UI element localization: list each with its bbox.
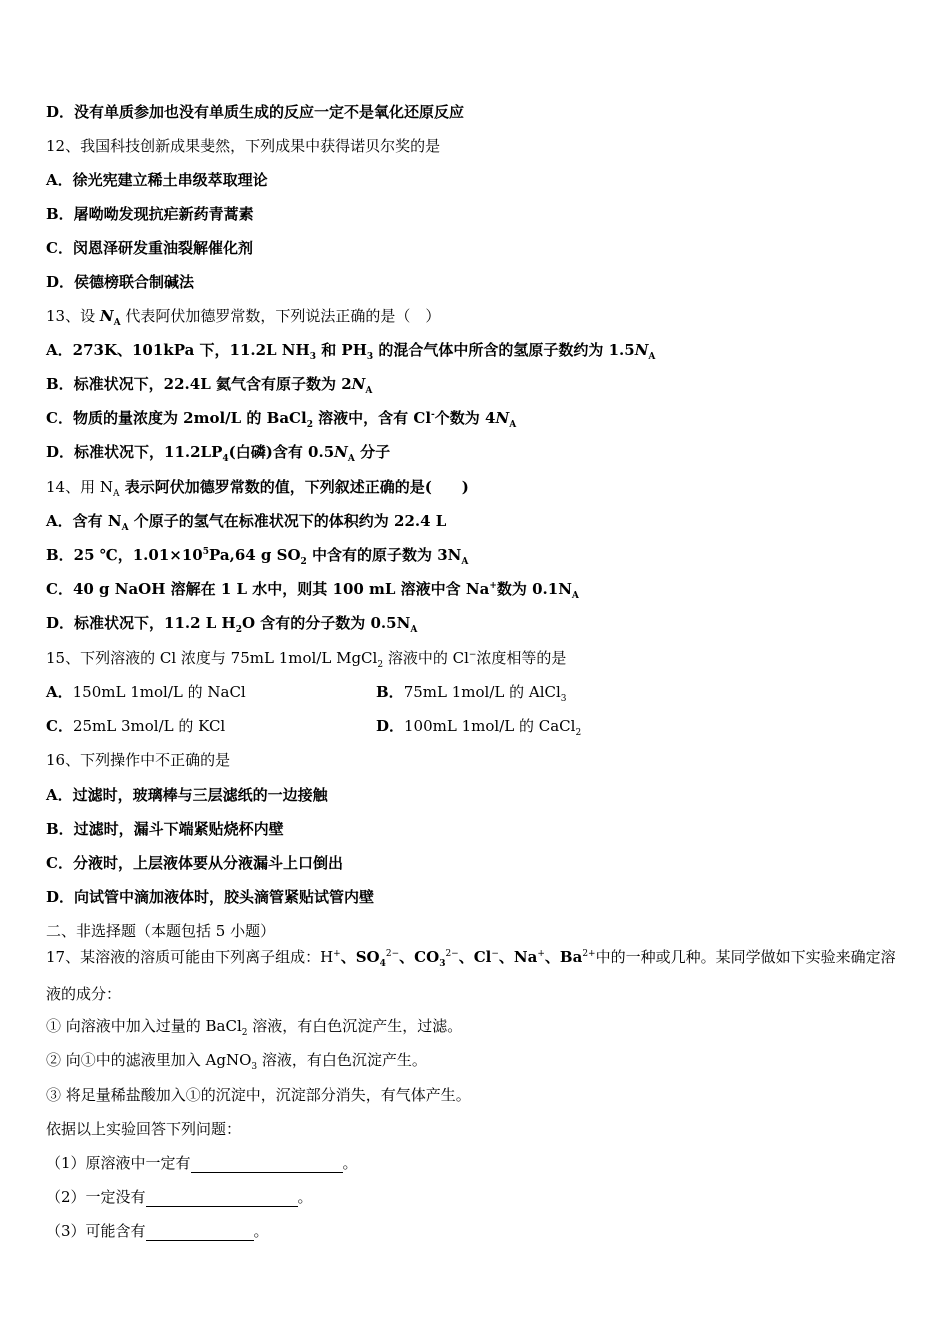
q14-option-c-part: C．40 g NaOH 溶解在 1 L 水中，则其 100 mL 溶液中含 Na <box>46 580 490 598</box>
q15-stem-part: 浓度相等的是 <box>476 649 567 667</box>
q17-stem-part: 17、某溶液的溶质可能由下列离子组成：H <box>46 948 334 966</box>
q17-step-3 <box>46 1085 910 1105</box>
q17-stem-part: 、Na <box>498 948 538 966</box>
q16-option-c <box>46 853 910 873</box>
q12-stem <box>46 136 910 156</box>
q17-step-1-part: 溶液，有白色沉淀产生，过滤。 <box>247 1017 463 1035</box>
q12-stem-text: 12、我国科技创新成果斐然，下列成果中获得诺贝尔奖的是 <box>46 137 441 155</box>
q16-option-b-text: B．过滤时，漏斗下端紧贴烧杯内壁 <box>46 820 284 838</box>
q13-option-c <box>46 408 910 428</box>
q17-answer-3-end: 。 <box>253 1222 269 1240</box>
subscript-a: A <box>112 489 120 499</box>
q17-stem-part: 中的一种或几种。某同学做如下实验来确定溶 <box>595 948 896 966</box>
q13-option-c-part: C．物质的量浓度为 2mol/L 的 BaCl <box>46 409 307 427</box>
subscript-a: A <box>461 557 469 567</box>
q14-option-c-part: 数为 0.1N <box>496 580 572 598</box>
answer-blank-3[interactable] <box>146 1224 254 1241</box>
q17-answer-1-label: （1）原溶液中一定有 <box>46 1154 191 1172</box>
q13-option-c-part: 溶液中，含有 Cl <box>312 409 432 427</box>
section-heading <box>46 921 910 941</box>
q14-option-d-part: O 含有的分子数为 0.5N <box>241 614 411 632</box>
q12-option-c-text: C．闵恩泽研发重油裂解催化剂 <box>46 239 253 257</box>
q13-stem-part: 代表阿伏加德罗常数，下列说法正确的是（ ） <box>120 307 441 325</box>
q13-option-d-part: (白磷)含有 0.5 <box>228 443 335 461</box>
q13-option-b <box>46 374 910 394</box>
q12-option-b <box>46 204 910 224</box>
q11-option-d <box>46 102 910 122</box>
subscript-a: A <box>509 420 517 430</box>
superscript: 2+ <box>582 949 596 959</box>
q14-stem-part: 14、用 N <box>46 478 113 496</box>
superscript: 5 <box>202 547 209 557</box>
q17-step-1 <box>46 1016 910 1036</box>
q14-option-b-part: 中含有的原子数为 3N <box>306 546 462 564</box>
q17-stem-cont <box>46 984 910 1004</box>
q14-option-b <box>46 545 910 565</box>
section-heading-text: 二、非选择题（本题包括 5 小题） <box>46 922 276 940</box>
subscript-a: A <box>410 625 418 635</box>
q17-answer-2-end: 。 <box>297 1188 313 1206</box>
q15-option-c-label: C． <box>46 717 73 735</box>
q15-option-c-text: 25mL 3mol/L 的 KCl <box>72 717 226 735</box>
q17-stem-part: 、CO <box>399 948 440 966</box>
superscript: + <box>333 949 341 959</box>
subscript: 2 <box>306 420 313 430</box>
q17-step-2 <box>46 1050 910 1070</box>
q14-option-a <box>46 511 910 531</box>
q15-stem-part: 溶液中的 Cl <box>383 649 469 667</box>
q12-option-a-text: A．徐光宪建立稀土串级萃取理论 <box>46 171 268 189</box>
q16-option-d <box>46 887 910 907</box>
superscript: − <box>491 949 499 959</box>
answer-blank-2[interactable] <box>146 1190 298 1207</box>
q14-stem <box>46 477 910 497</box>
q17-answer-1-end: 。 <box>342 1154 358 1172</box>
q17-stem-part: 、Cl <box>458 948 492 966</box>
subscript: 2 <box>235 625 242 635</box>
q12-option-b-text: B．屠呦呦发现抗疟新药青蒿素 <box>46 205 254 223</box>
subscript: 3 <box>251 1062 258 1072</box>
q17-answer-2 <box>46 1187 910 1207</box>
q16-option-d-text: D．向试管中滴加液体时，胶头滴管紧贴试管内壁 <box>46 888 375 906</box>
q13-option-a-part: A．273K、101kPa 下，11.2L NH <box>46 341 310 359</box>
q13-option-a-part: 的混合气体中所含的氢原子数约为 1.5 <box>373 341 635 359</box>
subscript-a: A <box>648 352 656 362</box>
symbol-n: N <box>334 443 348 461</box>
subscript-a: A <box>571 591 579 601</box>
q16-option-c-text: C．分液时，上层液体要从分液漏斗上口倒出 <box>46 854 343 872</box>
q15-option-a-text: 150mL 1mol/L 的 NaCl <box>72 683 246 701</box>
q16-option-b <box>46 819 910 839</box>
q15-option-d-label: D． <box>376 717 405 735</box>
q16-option-a-text: A．过滤时，玻璃棒与三层滤纸的一边接触 <box>46 786 328 804</box>
subscript: 3 <box>366 352 374 362</box>
subscript: 2 <box>241 1028 248 1038</box>
q16-stem <box>46 750 910 770</box>
q13-option-a-part: 和 PH <box>315 341 367 359</box>
superscript: - <box>431 410 435 420</box>
q17-stem-part: 、Ba <box>544 948 583 966</box>
q14-option-a-part: A．含有 N <box>46 512 122 530</box>
answer-blank-1[interactable] <box>191 1156 343 1173</box>
q17-intro <box>46 1119 910 1139</box>
q17-intro-text: 依据以上实验回答下列问题： <box>46 1120 242 1138</box>
q13-stem <box>46 306 910 326</box>
subscript-a: A <box>347 454 355 464</box>
q17-answer-2-label: （2）一定没有 <box>46 1188 146 1206</box>
q13-option-d-part: D．标准状况下，11.2LP <box>46 443 223 461</box>
q16-option-a <box>46 785 910 805</box>
subscript: 2 <box>575 728 582 738</box>
superscript: + <box>489 581 497 591</box>
q14-option-a-part: 个原子的氢气在标准状况下的体积约为 22.4 L <box>128 512 447 530</box>
superscript: − <box>468 650 477 660</box>
q14-option-d-part: D．标准状况下，11.2 L H <box>46 614 236 632</box>
q13-symbol-n: N <box>99 307 114 325</box>
subscript-a: A <box>121 523 129 533</box>
q11-option-d-text: D．没有单质参加也没有单质生成的反应一定不是氧化还原反应 <box>46 103 465 121</box>
subscript-a: A <box>365 386 373 396</box>
subscript: 2 <box>300 557 307 567</box>
q15-options-row-2 <box>46 716 910 736</box>
q12-option-d-text: D．侯德榜联合制碱法 <box>46 273 195 291</box>
symbol-n: N <box>634 341 649 359</box>
q17-step-1-part: ① 向溶液中加入过量的 BaCl <box>46 1017 242 1035</box>
subscript: 3 <box>439 959 446 969</box>
superscript: + <box>537 949 545 959</box>
q14-option-c <box>46 579 910 599</box>
q13-option-d-part: 分子 <box>354 443 391 461</box>
q17-answer-1 <box>46 1153 910 1173</box>
q15-option-d <box>376 716 581 736</box>
symbol-n: N <box>495 409 510 427</box>
q14-stem-part: 表示阿伏加德罗常数的值，下列叙述正确的是( ) <box>119 478 469 496</box>
q17-stem-part: 、SO <box>340 948 380 966</box>
subscript: 3 <box>309 352 316 362</box>
q16-stem-text: 16、下列操作中不正确的是 <box>46 751 231 769</box>
subscript: 2 <box>377 660 384 670</box>
q17-step-2-part: 溶液，有白色沉淀产生。 <box>257 1051 427 1069</box>
q13-subscript-a: A <box>113 318 121 328</box>
q17-stem <box>46 947 910 967</box>
q12-option-d <box>46 272 910 292</box>
q13-option-d <box>46 442 910 462</box>
q15-option-a-label: A． <box>46 683 73 701</box>
q15-option-d-text: 100mL 1mol/L 的 CaCl <box>404 717 576 735</box>
q14-option-b-part: Pa,64 g SO <box>209 546 301 564</box>
q13-option-c-part: 个数为 4 <box>434 409 496 427</box>
q13-option-a <box>46 340 910 360</box>
superscript: 2− <box>445 949 459 959</box>
q15-option-b-text: 75mL 1mol/L 的 AlCl <box>403 683 561 701</box>
q12-option-a <box>46 170 910 190</box>
superscript: 2− <box>385 949 400 959</box>
q17-step-2-part: ② 向①中的滤液里加入 AgNO <box>46 1051 252 1069</box>
subscript: 4 <box>222 454 229 464</box>
q17-answer-3 <box>46 1221 910 1241</box>
q15-stem <box>46 648 910 668</box>
subscript: 4 <box>379 959 386 969</box>
q17-stem-cont-text: 液的成分： <box>46 985 122 1003</box>
q17-step-3-text: ③ 将足量稀盐酸加入①的沉淀中，沉淀部分消失，有气体产生。 <box>46 1086 471 1104</box>
q13-stem-part: 13、设 <box>46 307 100 325</box>
q15-option-b <box>376 682 567 702</box>
subscript: 3 <box>560 694 567 704</box>
symbol-n: N <box>351 375 366 393</box>
q17-answer-3-label: （3）可能含有 <box>46 1222 146 1240</box>
q15-option-b-label: B． <box>376 683 404 701</box>
q14-option-b-part: B．25 ℃，1.01×10 <box>46 546 203 564</box>
q13-option-b-part: B．标准状况下，22.4L 氦气含有原子数为 2 <box>46 375 352 393</box>
q14-option-d <box>46 613 910 633</box>
q12-option-c <box>46 238 910 258</box>
q15-options-row-1 <box>46 682 910 702</box>
q15-stem-part: 15、下列溶液的 Cl 浓度与 75mL 1mol/L MgCl <box>46 649 378 667</box>
